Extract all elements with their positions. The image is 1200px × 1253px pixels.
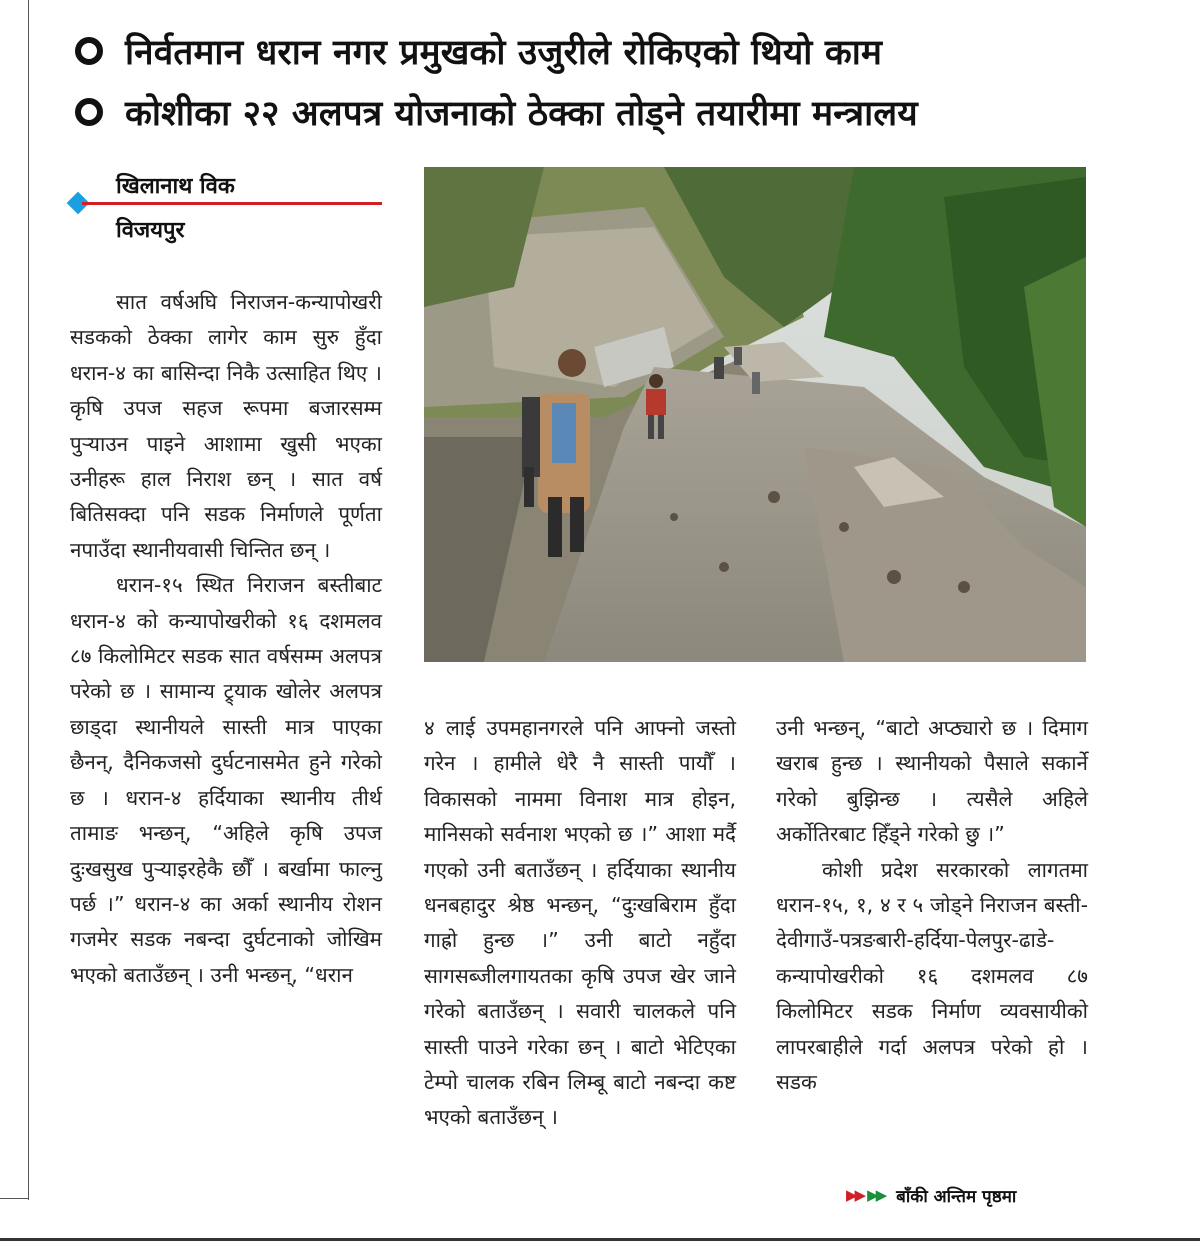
landslide-road-photo-icon [424,167,1086,662]
headline-1 [75,27,882,75]
article-column-1 [70,285,382,993]
continued-on-last-page [846,1182,1016,1208]
article-column-3 [776,711,1088,1100]
author-name: खिलानाथ विक [116,174,235,199]
headline-2 [75,88,918,136]
paragraph: धरान-१५ स्थित निराजन बस्तीबाट धरान-४ को कन्यापोखरीको १६ दशमलव ८७ किलोमिटर सडक सात वर्षसम्म अलपत्र परेको छ । सामान्य ट्र्याक खोलेर अलपत्र छाड्दा स्थानीयले सास्ती मात्र पाएका छैनन्, दैनिकजसो दुर्घटनासमेत हुने गरेको छ । धरान-४ हर्दियाका स्थानीय तीर्थ तामाङ भन्छन्, “अहिले कृषि उपज दुःखसुख पुर्‍याइरहेकै छौँ । बर्खामा फाल्नु पर्छ ।” धरान-४ का अर्का स्थानीय रोशन गजमेर सडक नबन्दा दुर्घटनाको जोखिम भएको बताउँछन् । उनी भन्छन्, “धरान [70,573,382,987]
double-arrow-green-icon: ▶▶ [867,1186,885,1204]
double-arrow-red-icon: ▶▶ [846,1186,864,1204]
circle-bullet-icon [75,37,103,65]
continued-text: बाँकी अन्तिम पृष्ठमा [896,1186,1017,1207]
paragraph: उनी भन्छन्, “बाटो अप्ठ्यारो छ । दिमाग खराब हुन्छ । स्थानीयको पैसाले सकार्ने गरेको बुझिन्छ । त्यसैले अहिले अर्कोतिरबाट हिँड्ने गरेको छु ।” [776,716,1088,847]
paragraph: कोशी प्रदेश सरकारको लागतमा धरान-१५, १, ४ र ५ जोड्ने निराजन बस्ती-देवीगाउँ-पत्रङबारी-हर्दिया-पेलपुर-ढाडे-कन्यापोखरीको १६ दशमलव ८७ किलोमिटर सडक निर्माण व्यवसायीको लापरबाहीले गर्दा अलपत्र परेको हो । सडक [776,857,1088,1095]
dateline-location: विजयपुर [116,218,185,243]
news-photo [424,167,1086,662]
left-column-tick [0,1198,29,1199]
headline-2-text: कोशीका २२ अलपत्र योजनाको ठेक्का तोड्ने तयारीमा मन्त्रालय [125,93,918,134]
page-bottom-rule [0,1238,1200,1241]
left-column-rule [28,0,29,1200]
byline-rule [82,202,382,205]
headline-1-text: निर्वतमान धरान नगर प्रमुखको उजुरीले रोकिएको थियो काम [125,32,883,73]
byline [66,168,386,248]
paragraph: सात वर्षअघि निराजन-कन्यापोखरी सडकको ठेक्का लागेर काम सुरु हुँदा धरान-४ का बासिन्दा निकै उत्साहित थिए । कृषि उपज सहज रूपमा बजारसम्म पुर्‍याउन पाइने आशामा खुसी भएका उनीहरू हाल निराश छन् । सात वर्ष बितिसक्दा पनि सडक निर्माणले पूर्णता नपाउँदा स्थानीयवासी चिन्तित छन् । [70,290,382,562]
article-column-2 [424,711,736,1136]
circle-bullet-icon [75,98,103,126]
paragraph: ४ लाई उपमहानगरले पनि आफ्नो जस्तो गरेन । हामीले धेरै नै सास्ती पायौँ । विकासको नाममा विनाश मात्र होइन, मानिसको सर्वनाश भएको छ ।” आशा मर्दै गएको उनी बताउँछन् । हर्दियाका स्थानीय धनबहादुर श्रेष्ठ भन्छन्, “दुःखबिराम हुँदा गाह्रो हुन्छ ।” उनी बाटो नहुँदा सागसब्जीलगायतका कृषि उपज खेर जाने गरेको बताउँछन् । सवारी चालकले पनि सास्ती पाउने गरेका छन् । बाटो भेटिएका टेम्पो चालक रबिन लिम्बू बाटो नबन्दा कष्ट भएको बताउँछन् । [424,716,736,1130]
